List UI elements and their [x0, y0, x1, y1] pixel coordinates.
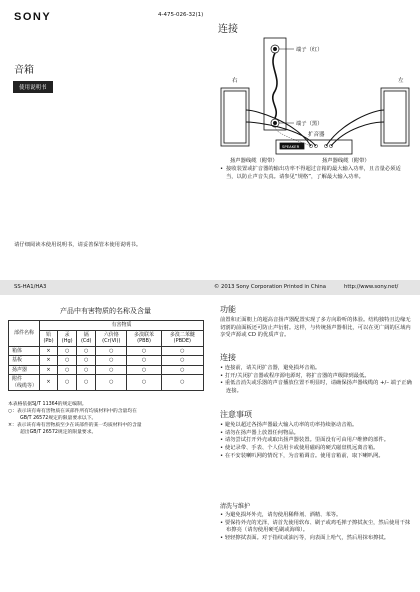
connect-item: • 重低音消失或乐器的声音播放位置不明显时，请确保扬声器线缆的 +/– 端子正确连接。: [220, 380, 412, 395]
left-label: 左: [398, 78, 404, 84]
read-warning: 请仔细阅读本使用说明书，请妥善保管本使用说明书。: [14, 242, 142, 248]
connection-note: • 接收装置或扩音器的输出功率不得超过音箱的最大输入功率，且音量必须适当，以防止声音失真。请参见“规格”，了解最大输入功率。: [220, 166, 401, 180]
substance-mark-cell: ○: [127, 365, 161, 375]
substance-mark-cell: ○: [161, 356, 203, 366]
precaution-item: • 避免以超过各扬声器最大输入功率的功率持续驱动音箱。: [220, 422, 358, 428]
product-title: 音箱: [14, 65, 34, 76]
part-name-cell: 基板: [9, 356, 40, 366]
table-row: [9, 365, 204, 375]
connect-item: • 连接前，请关闭扩音器，避免损坏音箱。: [220, 365, 321, 371]
substance-mark-cell: ○: [77, 346, 96, 356]
right-speaker: [221, 88, 249, 146]
substance-mark-cell: ○: [77, 356, 96, 366]
cable-right-caption: 扬声器线缆（附带）: [322, 158, 370, 164]
cleaning-section: [220, 501, 412, 543]
part-name-cell: 扬声器: [9, 365, 40, 375]
substance-group-header: 有害物质: [40, 321, 204, 331]
copyright-text: © 2013 Sony Corporation Printed in China: [214, 284, 327, 290]
substance-column-header: 多溴二苯醚 (PBDE): [161, 330, 203, 346]
substance-mark-cell: ○: [127, 375, 161, 391]
model-number: SS-HA1/HA3: [14, 284, 47, 290]
precaution-item: • 请勿在扬声器上放置任何物品。: [220, 429, 299, 436]
precaution-item: • 请勿尝试打开外壳或取出扬声器装置。里面没有可由用户维修的部件。: [220, 437, 390, 444]
part-name-cell: 箱体: [9, 346, 40, 356]
features-title: 功能: [220, 305, 236, 314]
substance-column-header: 汞 (Hg): [58, 330, 77, 346]
table-row: [9, 346, 204, 356]
substance-mark-cell: ○: [161, 375, 203, 391]
table-row: [9, 356, 204, 366]
precautions-title: 注意事项: [220, 410, 252, 419]
connect-item: • 打开/关闭扩音器或程序源电源时，将扩音器的声级降到最低。: [220, 372, 370, 379]
right-label: 右: [232, 78, 238, 84]
substance-mark-cell: ×: [40, 375, 58, 391]
substance-column-header: 六价铬 (Cr(VI)): [96, 330, 127, 346]
cable-left-caption: 扬声器线缆（附带）: [230, 158, 278, 164]
substance-mark-cell: ○: [96, 365, 127, 375]
cleaning-item: • 为避免损坏外壳，请勿使用稀释剂、酒精、苯等。: [220, 512, 342, 518]
substance-mark-cell: ×: [40, 365, 58, 375]
substance-mark-cell: ○: [96, 346, 127, 356]
features-section: [220, 304, 412, 340]
substance-mark-cell: ×: [40, 356, 58, 366]
substance-mark-cell: ○: [77, 365, 96, 375]
sony-url: http://www.sony.net/: [344, 284, 399, 290]
substance-mark-cell: ○: [58, 346, 77, 356]
substance-mark-cell: ○: [58, 365, 77, 375]
substance-table-notes: [8, 402, 204, 437]
connection-title: 连接: [218, 24, 238, 35]
part-name-cell: 附件 （线缆等）: [9, 375, 40, 391]
left-speaker: [381, 88, 409, 146]
connection-diagram: [216, 36, 414, 164]
substance-table-title: 产品中有害物质的名称及含量: [60, 307, 151, 315]
terminal-red-label: 端子（红）: [296, 47, 323, 53]
speaker-panel-label: SPEAKER: [282, 143, 300, 149]
note-line: GB/T 26572规定的限量要求以下。: [20, 415, 97, 421]
terminal-red: [271, 45, 279, 53]
substance-table: [8, 320, 204, 391]
part-header: 部件名称: [9, 321, 40, 347]
document-number: 4-475-026-32(1): [158, 12, 204, 18]
substance-column-header: 多溴联苯 (PBB): [127, 330, 161, 346]
connect-section: [220, 352, 412, 396]
footer-band: [0, 280, 420, 295]
precautions-section: [220, 409, 412, 460]
cleaning-item: • 轻轻擦拭表面。对于指纹或油污等，向表面上哈气，然后用抹布擦拭。: [220, 535, 390, 542]
substance-mark-cell: ○: [127, 356, 161, 366]
note-line: ×：表示该有毒有害物质至少在该部件的某一均质材料中的含量: [8, 422, 142, 428]
precaution-item: • 在不安装喇叭网的情况下，为音箱调音。使用音箱前，取下喇叭网。: [220, 452, 384, 459]
cleaning-item: • 要保持外壳的光泽，请首先使用软布、刷子或鸡毛掸子擦拭灰尘，然后使用干抹布擦亮（请勿使用硬毛刷或海绵）。: [220, 519, 411, 534]
substance-mark-cell: ○: [58, 375, 77, 391]
substance-column-header: 镉 (Cd): [77, 330, 96, 346]
amplifier-label: 扩音器: [308, 132, 325, 138]
sony-logo: SONY: [14, 11, 52, 23]
substance-mark-cell: ○: [58, 356, 77, 366]
connect-title: 连接: [220, 353, 236, 362]
substance-mark-cell: ○: [161, 365, 203, 375]
terminal-black-label: 端子（黑）: [296, 121, 323, 127]
substance-mark-cell: ○: [161, 346, 203, 356]
note-line: 本表格依据SJ/T 11364的规定编制。: [8, 402, 87, 407]
features-text: 前置和正面朝上的超高音扬声器配置实现了多方向聆听的体验。结构独特且边缘无切割的前面板还可防止声衍射。这样，与传统扬声器相比，可以在更广阔的区域内享受声源或 CD 的优质声音。: [220, 317, 411, 339]
substance-mark-cell: ○: [77, 375, 96, 391]
substance-mark-cell: ×: [40, 346, 58, 356]
substance-mark-cell: ○: [96, 356, 127, 366]
table-row: [9, 375, 204, 391]
manual-badge: 使用说明书: [13, 81, 53, 93]
precaution-item: • 使记录带、手表、个人信用卡或使用磁码的硬式磁盘机远离音箱。: [220, 445, 379, 452]
substance-column-header: 铅 (Pb): [40, 330, 58, 346]
note-line: 超出GB/T 26572规定的限量要求。: [20, 429, 97, 435]
substance-mark-cell: ○: [127, 346, 161, 356]
substance-mark-cell: ○: [96, 375, 127, 391]
cleaning-title: 清洗与维护: [220, 503, 251, 510]
note-line: ○：表示该有毒有害物质在该部件所有均质材料中的含量均在: [8, 408, 137, 414]
